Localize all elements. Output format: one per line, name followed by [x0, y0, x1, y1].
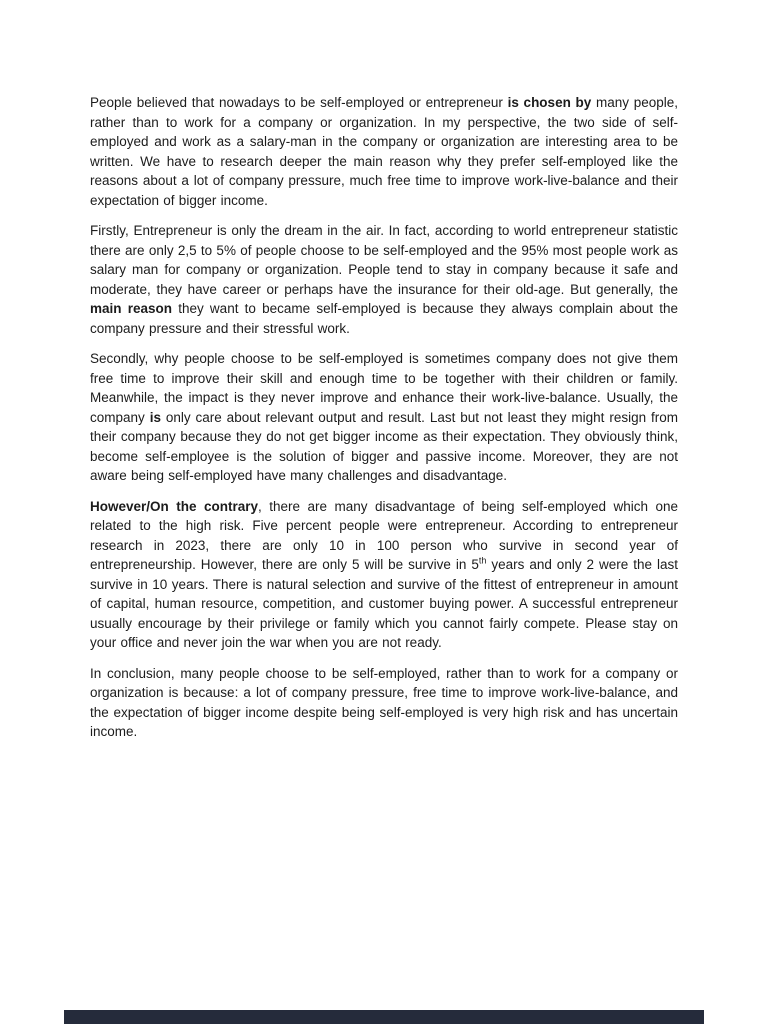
bold-text-run: is chosen by — [507, 95, 592, 110]
essay-paragraph — [90, 93, 678, 210]
superscript-run: th — [478, 555, 487, 566]
text-run: People believed that nowadays to be self-employed or entrepreneur — [90, 95, 508, 110]
essay-paragraph — [90, 221, 678, 338]
essay-paragraph — [90, 664, 678, 742]
document-body — [90, 93, 678, 753]
text-run: years and only 2 were the last survive in 10 years. There is natural selection and survive of the fittest of entrepreneur in amount of capital, human resource, competition, and customer buying power. A successful entrepreneur usually encourage by their privilege or family which you cannot fairly compete. Please stay on your office and never join the war when you are not ready. — [90, 557, 678, 650]
bold-text-run: main reason — [90, 301, 172, 316]
bold-text-run: is — [149, 409, 161, 425]
text-run: Secondly, why people choose to be self-employed is sometimes company does not give them free time to improve their skill and enough time to be together with their children or family. Meanwhile, the impact is they never improve and enhance their work-live-balance. Usually, the company — [90, 351, 678, 425]
text-run: In conclusion, many people choose to be self-employed, rather than to work for a company or organization is because: a lot of company pressure, free time to improve work-live-balance, and the expectation of bigger income despite being self-employed is very high risk and has uncertain income. — [90, 665, 678, 739]
essay-paragraph — [90, 349, 678, 486]
text-run: they want to became self-employed is because they always complain about the company pressure and their stressful work. — [90, 301, 679, 336]
text-run: , there are many disadvantage of being self-employed which one related to the high risk. Five percent people were entrepreneur. According to entrepreneur research in 2023, there are only 10 in 100 person who survive in second year of entrepreneurship. However, there are only 5 will be survive in 5 — [90, 498, 679, 572]
essay-paragraph — [90, 497, 678, 653]
text-run: only care about relevant output and result. Last but not least they might resign from their company because they do not get bigger income as their expectation. They obviously think, become self-employee is the solution of bigger and passive income. Moreover, they are not aware being self-employed have many challenges and disadvantage. — [90, 409, 678, 483]
next-page-edge-bar — [64, 1010, 704, 1024]
bold-text-run: However/On the contrary — [90, 498, 258, 514]
text-run: many people, rather than to work for a company or organization. In my perspective, the two side of self-employed and work as a salary-man in the company or organization are interesting area to be written. We have to research deeper the main reason why they prefer self-employed like the reasons about a lot of company pressure, much free time to improve work-live-balance and their expectation of bigger income. — [90, 95, 678, 208]
text-run: Firstly, Entrepreneur is only the dream in the air. In fact, according to world entrepreneur statistic there are only 2,5 to 5% of people choose to be self-employed and the 95% most people work as salary man for company or organization. People tend to stay in company because it safe and moderate, they have career or perhaps have the insurance for their old-age. But generally, the — [90, 223, 678, 297]
